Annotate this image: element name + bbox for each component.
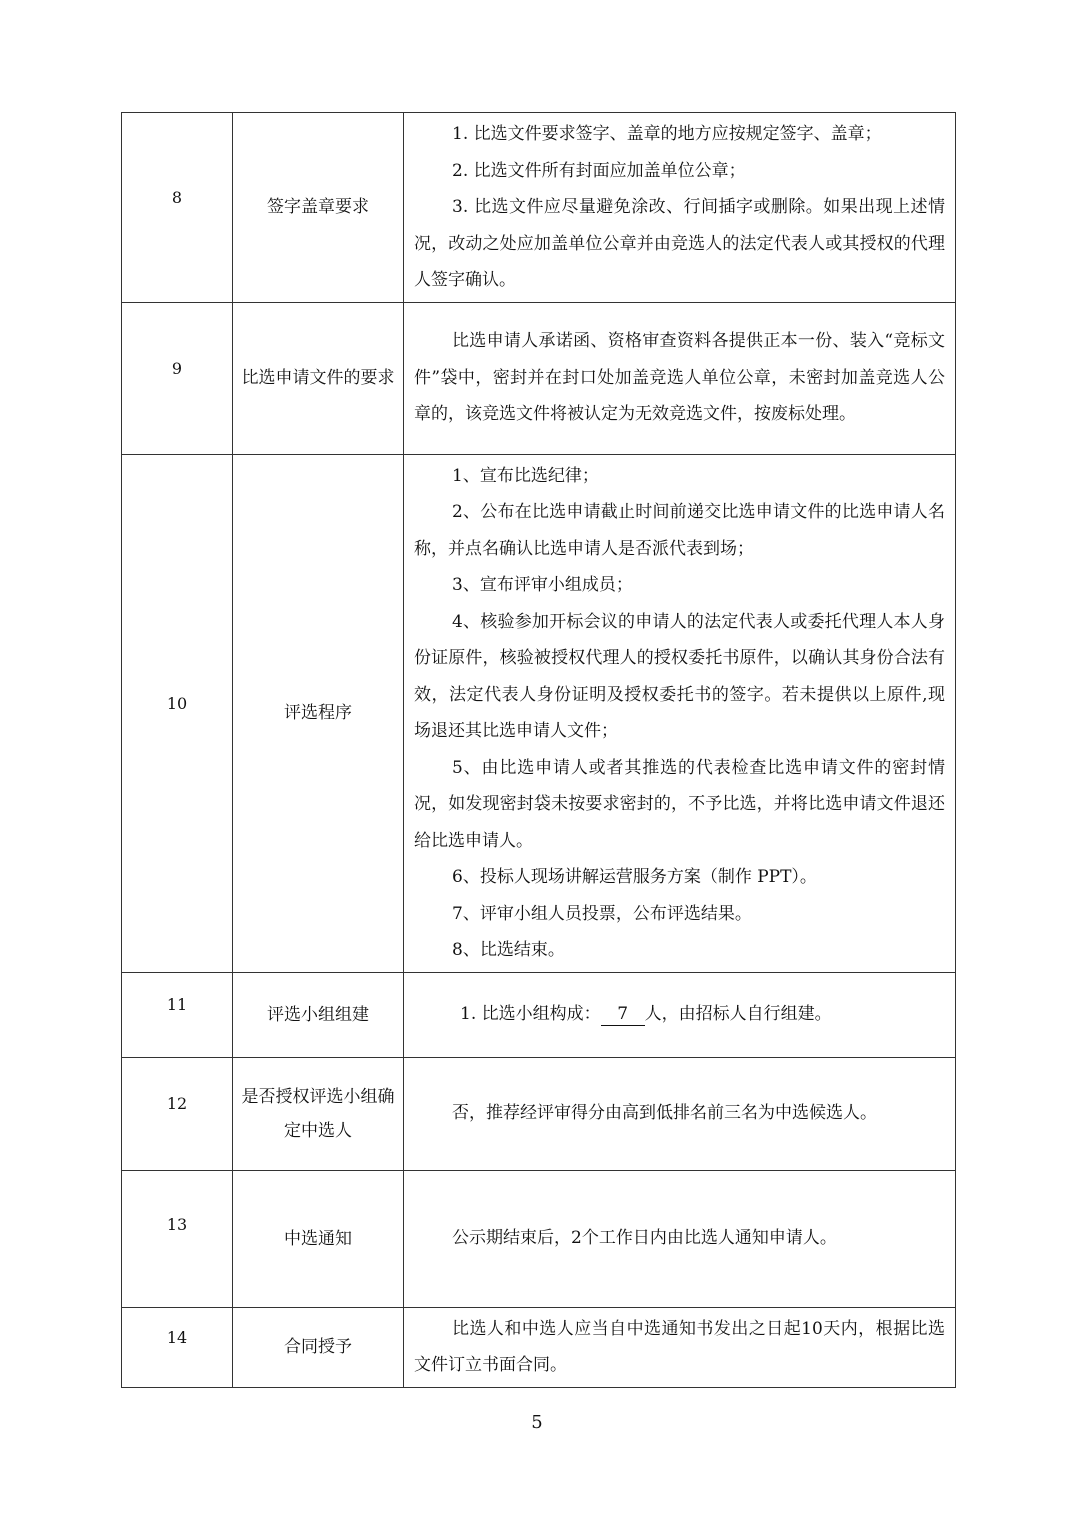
row-number: 9 <box>122 302 233 454</box>
list-item: 比选申请人承诺函、资格审查资料各提供正本一份、装入“竞标文件”袋中，密封并在封口处加盖竞选人单位公章，未密封加盖竞选人公章的，该竞选文件将被认定为无效竞选文件，按废标处理。 <box>414 331 945 425</box>
list-item <box>414 996 945 1033</box>
list-item: 2、公布在比选申请截止时间前递交比选申请文件的比选申请人名称，并点名确认比选申请人是否派代表到场； <box>414 502 945 559</box>
table-row <box>122 972 956 1057</box>
row-content <box>404 1057 956 1170</box>
table-row <box>122 1170 956 1307</box>
list-item: 公示期结束后，2个工作日内由比选人通知申请人。 <box>452 1228 837 1249</box>
row-number: 10 <box>122 454 233 972</box>
row-title: 签字盖章要求 <box>233 113 404 303</box>
committee-prefix: 1. 比选小组构成： <box>460 1004 601 1025</box>
list-item: 6、投标人现场讲解运营服务方案（制作 PPT）。 <box>452 867 817 887</box>
list-item: 比选人和中选人应当自中选通知书发出之日起10天内，根据比选文件订立书面合同。 <box>414 1318 945 1375</box>
row-content <box>404 1170 956 1307</box>
list-item: 1、宣布比选纪律； <box>452 465 599 486</box>
list-item: 3. 比选文件应尽量避免涂改、行间插字或删除。如果出现上述情况，改动之处应加盖单位公章并由竞选人的法定代表人或其授权的代理人签字确认。 <box>414 197 945 290</box>
requirements-table <box>121 112 956 1388</box>
table-row <box>122 1307 956 1387</box>
row-title: 评选小组组建 <box>233 972 404 1057</box>
committee-size: 7 <box>601 1003 645 1026</box>
table-row <box>122 454 956 972</box>
row-title: 中选通知 <box>233 1170 404 1307</box>
list-item: 2. 比选文件所有封面应加盖单位公章； <box>452 160 746 181</box>
list-item: 1. 比选文件要求签字、盖章的地方应按规定签字、盖章； <box>452 124 882 144</box>
row-content <box>404 302 956 454</box>
row-number: 12 <box>122 1057 233 1170</box>
table-row <box>122 1057 956 1170</box>
row-title: 是否授权评选小组确定中选人 <box>233 1057 404 1170</box>
row-content <box>404 972 956 1057</box>
row-number: 14 <box>122 1307 233 1387</box>
table-row <box>122 302 956 454</box>
row-content <box>404 454 956 972</box>
row-content <box>404 113 956 303</box>
list-item: 3、宣布评审小组成员； <box>452 575 633 595</box>
row-content <box>404 1307 956 1387</box>
row-title: 评选程序 <box>233 454 404 972</box>
page-number: 5 <box>531 1412 543 1433</box>
row-title: 合同授予 <box>233 1307 404 1387</box>
list-item: 5、由比选申请人或者其推选的代表检查比选申请文件的密封情况，如发现密封袋未按要求密封的，不予比选，并将比选申请文件退还给比选申请人。 <box>414 757 945 851</box>
row-title: 比选申请文件的要求 <box>233 302 404 454</box>
row-number: 11 <box>122 972 233 1057</box>
table-row <box>122 113 956 303</box>
list-item: 4、核验参加开标会议的申请人的法定代表人或委托代理人本人身份证原件，核验被授权代理人的授权委托书原件，以确认其身份合法有效，法定代表人身份证明及授权委托书的签字。若未提供以上原件,现场退还其比选申请人文件； <box>414 611 945 741</box>
row-number: 8 <box>122 113 233 303</box>
list-item: 否，推荐经评审得分由高到低排名前三名为中选候选人。 <box>452 1103 877 1124</box>
list-item: 8、比选结束。 <box>452 940 565 960</box>
row-number: 13 <box>122 1170 233 1307</box>
list-item: 7、评审小组人员投票，公布评选结果。 <box>452 903 752 924</box>
committee-suffix: 人，由招标人自行组建。 <box>644 1004 832 1025</box>
